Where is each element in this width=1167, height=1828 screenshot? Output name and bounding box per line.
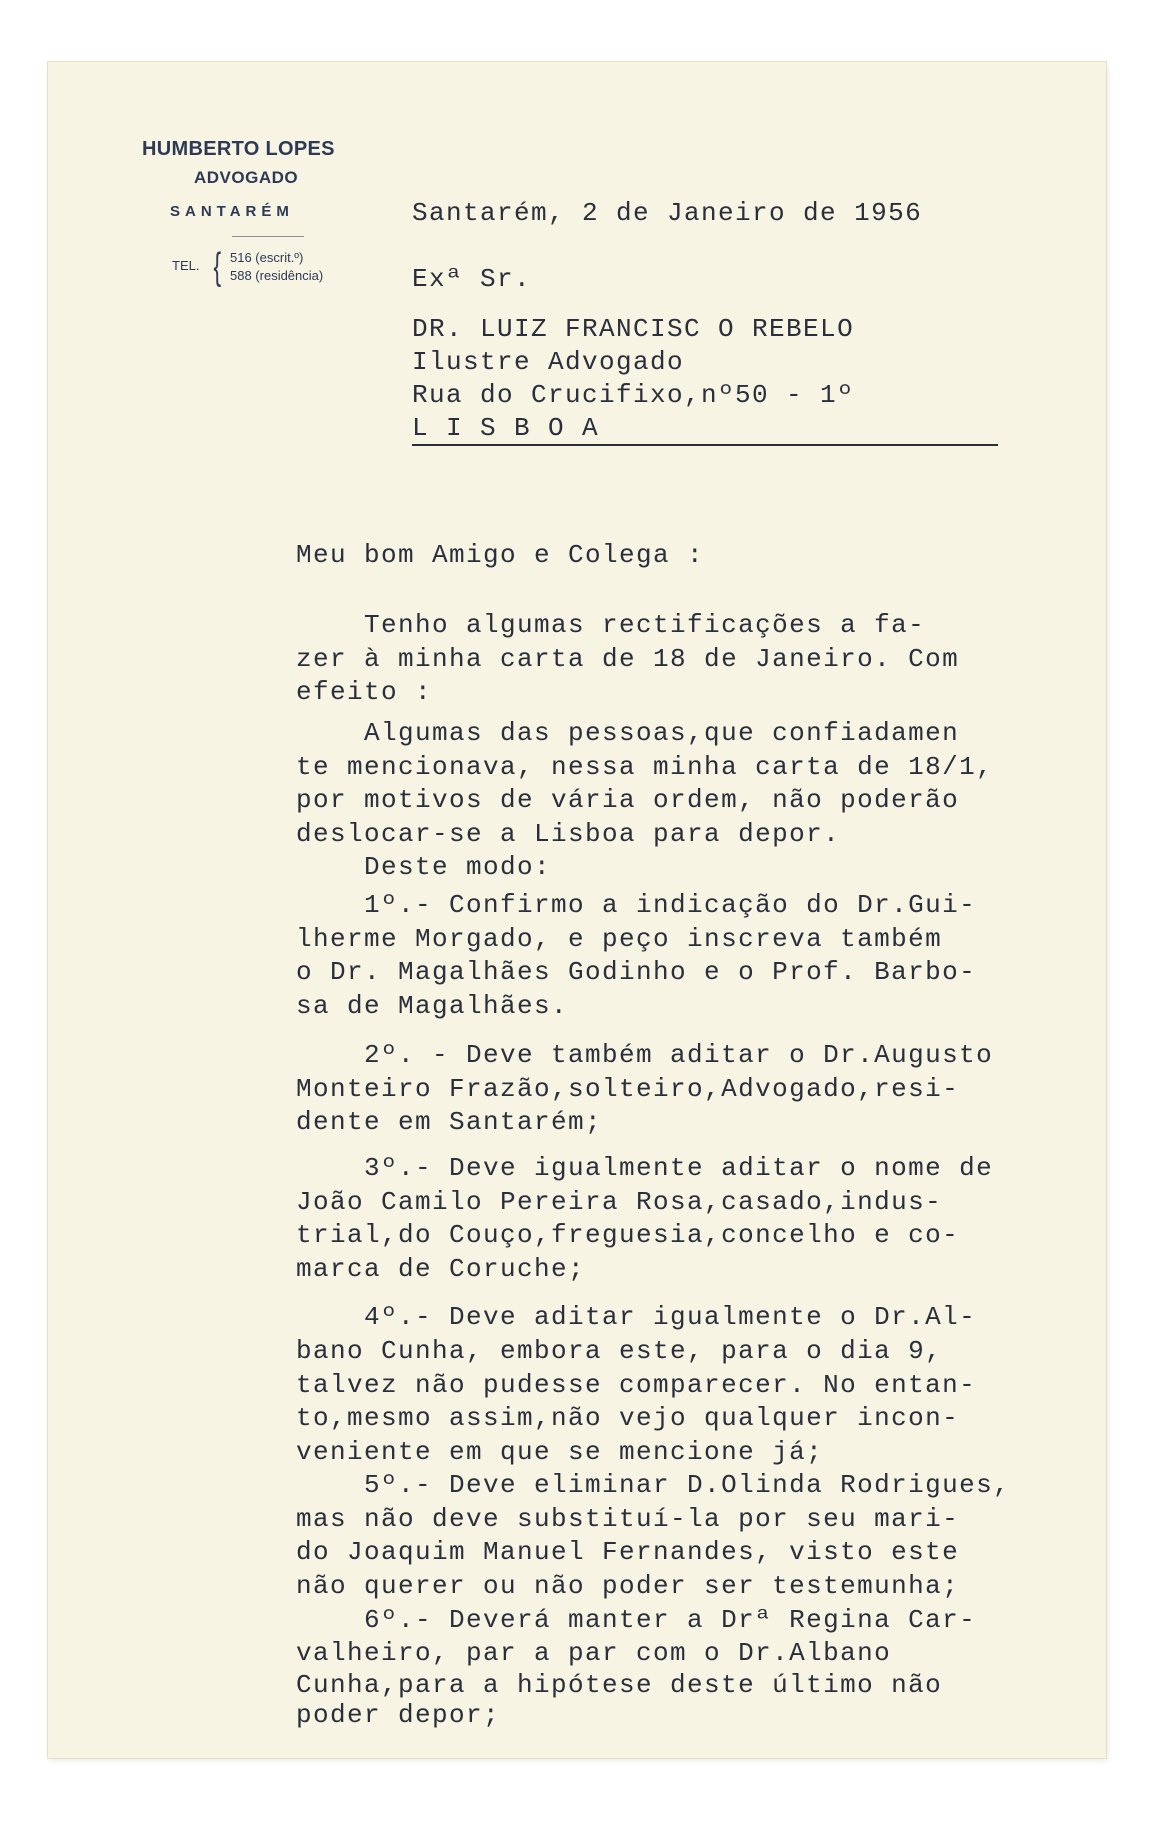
body-line: mas não deve substituí-la por seu mari- <box>296 1504 960 1534</box>
body-line: 2º. - Deve também aditar o Dr.Augusto <box>296 1040 994 1070</box>
body-line: Tenho algumas rectificações a fa- <box>296 610 926 640</box>
body-line: 6º.- Deverá manter a Drª Regina Car- <box>296 1605 977 1635</box>
recipient-city: L I S B O A <box>412 413 600 443</box>
greeting: Meu bom Amigo e Colega : <box>296 540 705 570</box>
body-line: to,mesmo assim,não vejo qualquer incon- <box>296 1403 960 1433</box>
body-line: talvez não pudesse comparecer. No entan- <box>296 1370 977 1400</box>
body-line: não querer ou não poder ser testemunha; <box>296 1571 960 1601</box>
body-line: sa de Magalhães. <box>296 991 569 1021</box>
body-line: 5º.- Deve eliminar D.Olinda Rodrigues, <box>296 1470 1011 1500</box>
body-line: valheiro, par a par com o Dr.Albano <box>296 1638 892 1668</box>
body-line: veniente em que se mencione já; <box>296 1437 824 1467</box>
brace-icon: { <box>213 246 222 288</box>
body-line: 4º.- Deve aditar igualmente o Dr.Al- <box>296 1302 977 1332</box>
body-line: poder depor; <box>296 1700 501 1730</box>
address-underline <box>412 444 998 446</box>
body-line: efeito : <box>296 677 433 707</box>
body-line: João Camilo Pereira Rosa,casado,indus- <box>296 1187 943 1217</box>
body-line: dente em Santarém; <box>296 1107 603 1137</box>
body-line: Deste modo: <box>296 852 552 882</box>
body-line: Cunha,para a hipótese deste último não <box>296 1670 943 1700</box>
letterhead-divider <box>232 236 304 237</box>
body-line: Monteiro Frazão,solteiro,Advogado,resi- <box>296 1074 960 1104</box>
body-line: bano Cunha, embora este, para o dia 9, <box>296 1336 943 1366</box>
body-line: do Joaquim Manuel Fernandes, visto este <box>296 1537 960 1567</box>
body-line: te mencionava, nessa minha carta de 18/1, <box>296 752 994 782</box>
letterhead-title: ADVOGADO <box>194 168 299 187</box>
body-line: o Dr. Magalhães Godinho e o Prof. Barbo- <box>296 957 977 987</box>
recipient-name: DR. LUIZ FRANCISC O REBELO <box>412 314 855 344</box>
body-line: deslocar-se a Lisboa para depor. <box>296 819 841 849</box>
salutation-prefix: Exª Sr. <box>412 264 532 294</box>
body-line: trial,do Couço,freguesia,concelho e co- <box>296 1220 960 1250</box>
letterhead-tel-home: 588 (residência) <box>230 268 324 283</box>
letterhead-tel-office: 516 (escrit.º) <box>230 250 304 265</box>
letterhead-name: HUMBERTO LOPES <box>142 138 335 160</box>
letter-date: Santarém, 2 de Janeiro de 1956 <box>412 198 923 228</box>
body-line: zer à minha carta de 18 de Janeiro. Com <box>296 644 960 674</box>
body-line: por motivos de vária ordem, não poderão <box>296 785 960 815</box>
body-line: marca de Coruche; <box>296 1254 586 1284</box>
recipient-title: Ilustre Advogado <box>412 347 685 377</box>
body-line: lherme Morgado, e peço inscreva também <box>296 924 943 954</box>
body-line: 1º.- Confirmo a indicação do Dr.Gui- <box>296 890 977 920</box>
recipient-address: Rua do Crucifixo,nº50 - 1º <box>412 380 855 410</box>
letterhead-tel-label: TEL. <box>172 258 200 273</box>
letterhead-city: SANTARÉM <box>170 203 294 220</box>
body-line: 3º.- Deve igualmente aditar o nome de <box>296 1153 994 1183</box>
body-line: Algumas das pessoas,que confiadamen <box>296 718 960 748</box>
